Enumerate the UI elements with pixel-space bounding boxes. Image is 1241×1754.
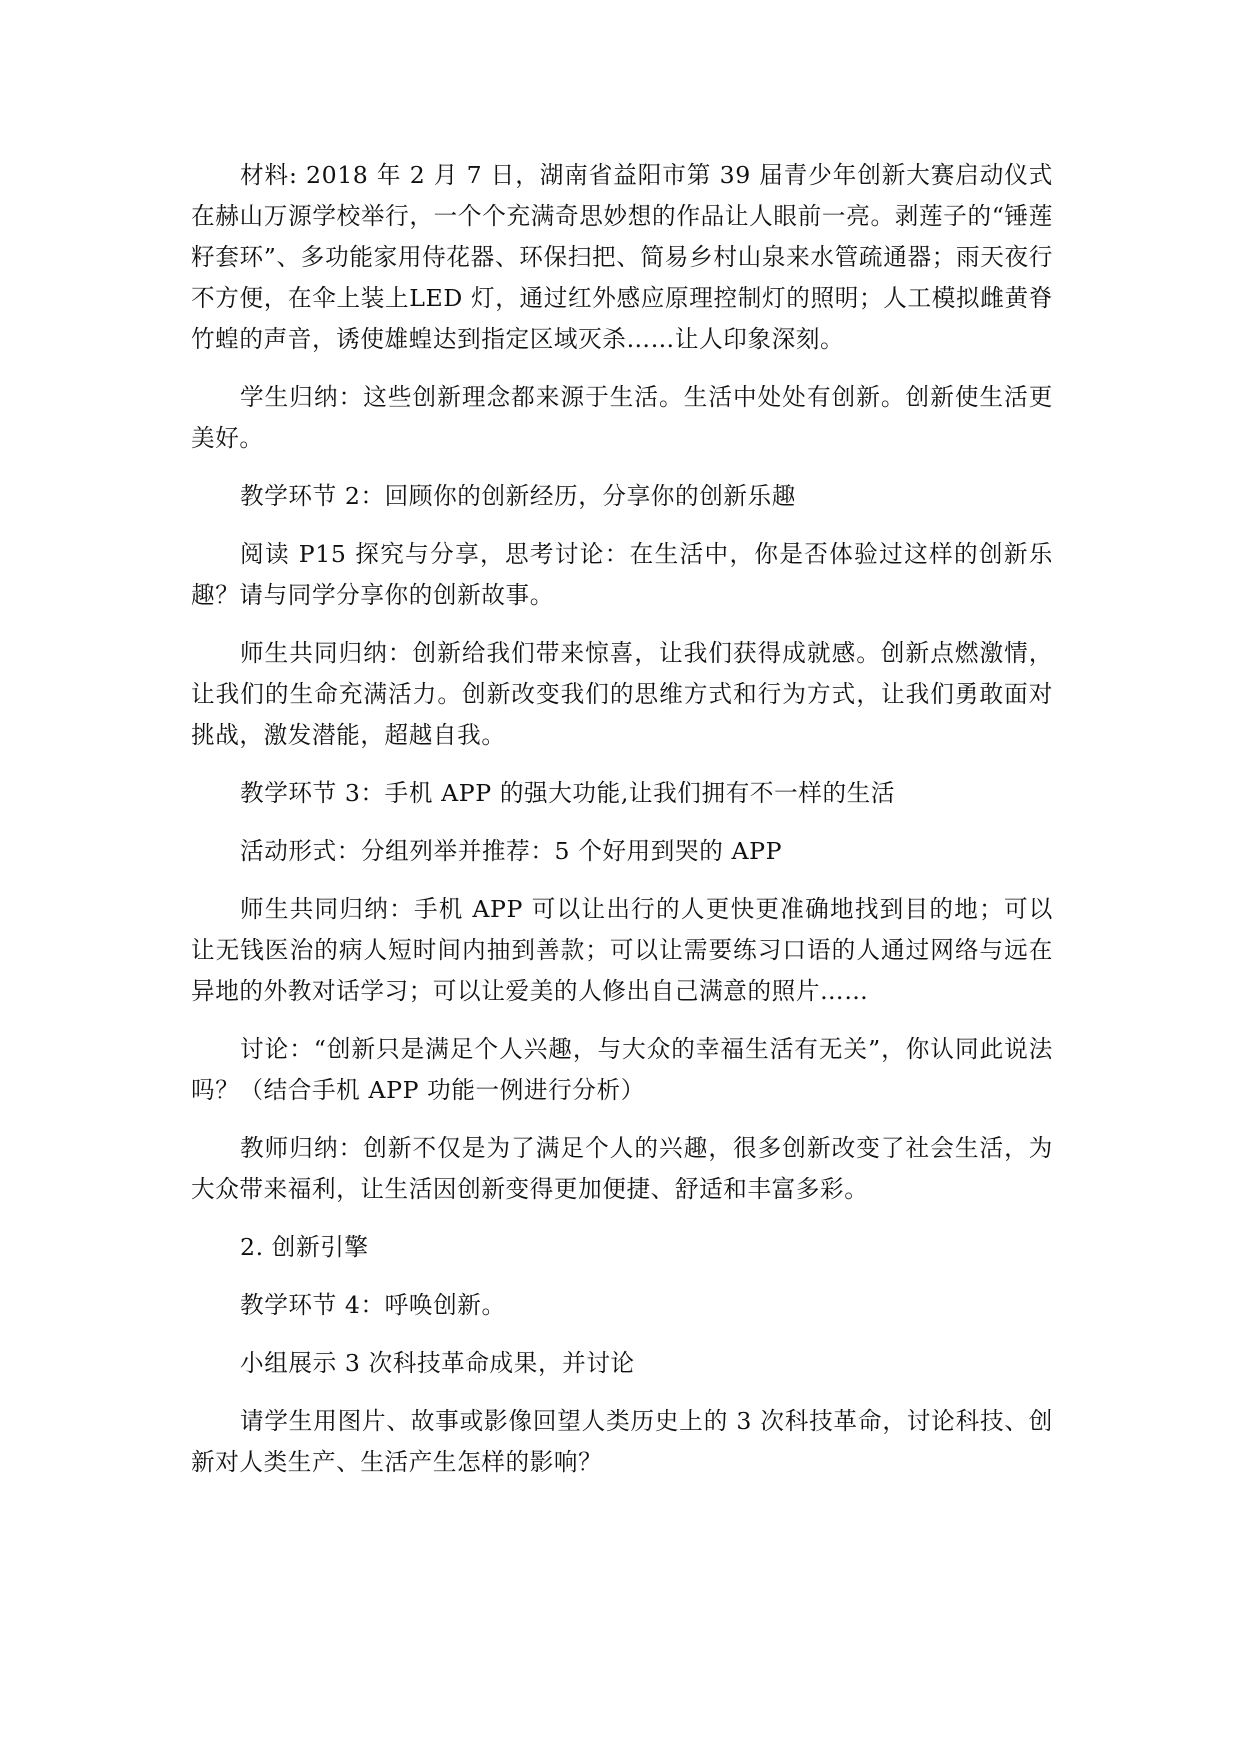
- paragraph-innovation-engine-heading: 2. 创新引擎: [240, 1233, 369, 1261]
- document-body: [191, 155, 1053, 1500]
- paragraph-section-2-heading: 教学环节 2：回顾你的创新经历，分享你的创新乐趣: [240, 482, 796, 510]
- paragraph-section-4-heading: 教学环节 4：呼唤创新。: [240, 1291, 506, 1319]
- paragraph-material: 材料: 2018 年 2 月 7 日，湖南省益阳市第 39 届青少年创新大赛启动仪式在赫山万源学校举行，一个个充满奇思妙想的作品让人眼前一亮。剥莲子的“锤莲籽套环”、多功能家用侍花器、环保扫把、简易乡村山泉来水管疏通器；雨天夜行不方便，在伞上装上LED 灯，通过红外感应原理控制灯的照明；人工模拟雌黄脊竹蝗的声音，诱使雄蝗达到指定区域灭杀……让人印象深刻。: [191, 161, 1053, 353]
- paragraph-section-3-heading: 教学环节 3：手机 APP 的强大功能,让我们拥有不一样的生活: [240, 779, 896, 807]
- paragraph-teacher-summary: 教师归纳：创新不仅是为了满足个人的兴趣，很多创新改变了社会生活，为大众带来福利，让生活因创新变得更加便捷、舒适和丰富多彩。: [191, 1134, 1053, 1203]
- paragraph-group-show: 小组展示 3 次科技革命成果，并讨论: [240, 1349, 635, 1377]
- paragraph-reading-discussion: 阅读 P15 探究与分享，思考讨论：在生活中，你是否体验过这样的创新乐趣？请与同学分享你的创新故事。: [191, 540, 1053, 609]
- paragraph-activity-form: 活动形式：分组列举并推荐：5 个好用到哭的 APP: [240, 837, 783, 865]
- paragraph-joint-summary-2: 师生共同归纳：手机 APP 可以让出行的人更快更准确地找到目的地；可以让无钱医治的病人短时间内抽到善款；可以让需要练习口语的人通过网络与远在异地的外教对话学习；可以让爱美的人修出自己满意的照片……: [191, 895, 1053, 1005]
- paragraph-discussion: 讨论：“创新只是满足个人兴趣，与大众的幸福生活有无关”，你认同此说法吗？（结合手机 APP 功能一例进行分析）: [191, 1035, 1053, 1104]
- paragraph-revolution-discussion: 请学生用图片、故事或影像回望人类历史上的 3 次科技革命，讨论科技、创新对人类生产、生活产生怎样的影响？: [191, 1407, 1053, 1476]
- paragraph-student-summary: 学生归纳：这些创新理念都来源于生活。生活中处处有创新。创新使生活更美好。: [191, 383, 1053, 452]
- paragraph-joint-summary-1: 师生共同归纳：创新给我们带来惊喜，让我们获得成就感。创新点燃激情，让我们的生命充满活力。创新改变我们的思维方式和行为方式，让我们勇敢面对挑战，激发潜能，超越自我。: [191, 639, 1053, 749]
